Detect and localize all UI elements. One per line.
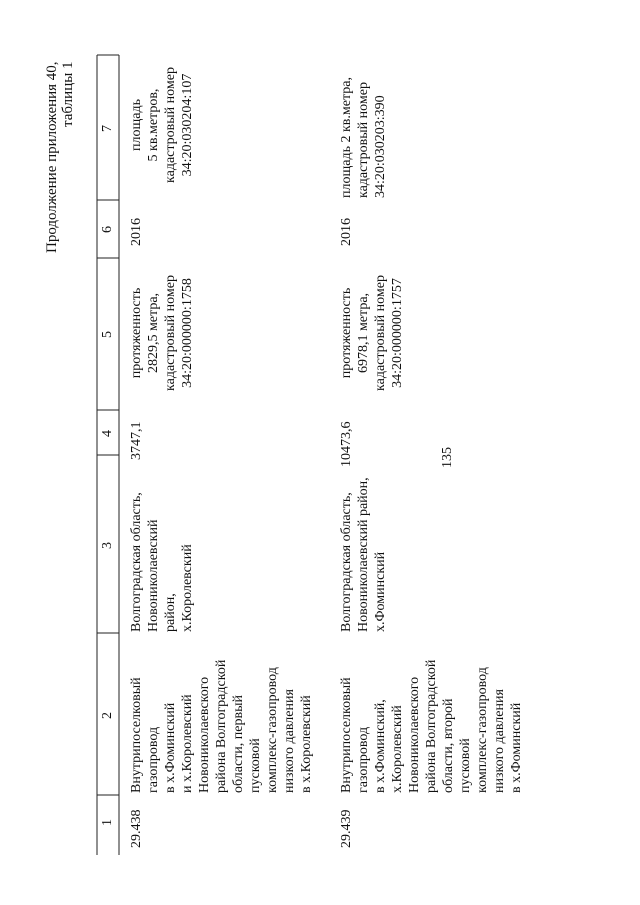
object-address: Волгоградская область, Новониколаевский район, х.Фоминский xyxy=(339,477,388,632)
object-value: 10473,6 xyxy=(339,421,354,467)
column-number-3: 3 xyxy=(100,542,115,549)
column-number-6: 6 xyxy=(100,226,115,233)
object-name: Внутрипоселковый газопровод в х.Фоминский, х.Королевский Новониколаевского района Волгоградской области, второй пусковой комплекс-газопровод низкого давления в х.Фоминский xyxy=(339,659,524,793)
column-number-1: 1 xyxy=(100,819,115,826)
caption-line-1: Продолжение приложения 40, xyxy=(44,61,60,253)
column-number-2: 2 xyxy=(100,712,115,719)
column-number-5: 5 xyxy=(100,331,115,338)
row-number: 29.438 xyxy=(129,809,144,848)
object-length: протяженность 2829,5 метра, кадастровый номер 34:20:000000:1758 xyxy=(129,275,195,391)
object-area: площадь 5 кв.метров, кадастровый номер 34:20:030204:107 xyxy=(129,67,195,183)
object-year: 2016 xyxy=(129,218,144,246)
row-number: 29.439 xyxy=(339,809,354,848)
object-address: Волгоградская область, Новониколаевский район, х.Королевский xyxy=(129,492,195,632)
object-year: 2016 xyxy=(339,218,354,246)
object-area: площадь 2 кв.метра, кадастровый номер 34:20:030203:390 xyxy=(339,77,388,198)
table-caption xyxy=(44,61,76,253)
page-number: 135 xyxy=(440,447,455,468)
column-number-4: 4 xyxy=(100,430,115,437)
object-value: 3747,1 xyxy=(129,421,144,460)
column-number-7: 7 xyxy=(100,125,115,132)
caption-line-2: таблицы 1 xyxy=(60,61,76,127)
object-name: Внутрипоселковый газопровод в х.Фоминский и х.Королевский Новониколаевского района Волгоградской области, первый пусковой комплекс-газопровод низкого давления в х.Королевский xyxy=(129,659,314,793)
object-length: протяженность 6978,1 метра, кадастровый номер 34:20:000000:1757 xyxy=(339,275,405,391)
